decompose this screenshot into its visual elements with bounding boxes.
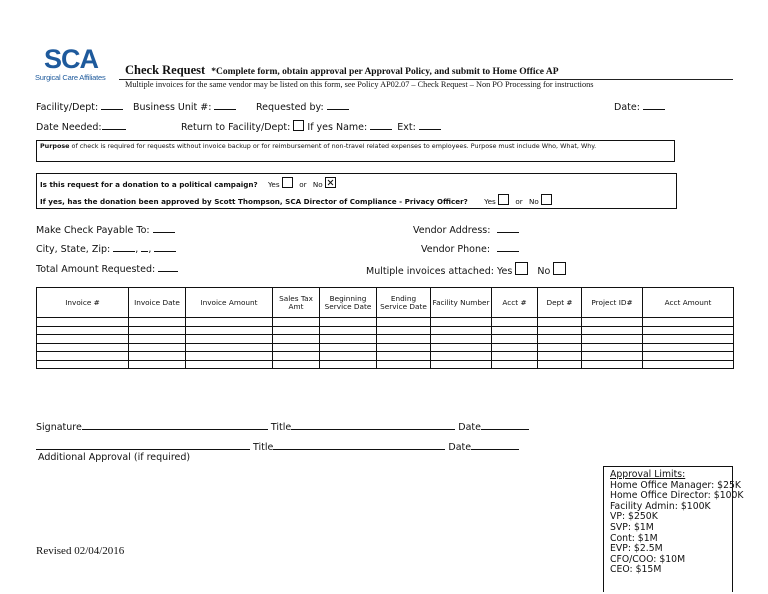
table-cell[interactable] bbox=[431, 352, 492, 361]
signature-input[interactable] bbox=[82, 420, 268, 430]
if-yes-name-input[interactable] bbox=[370, 120, 392, 130]
col-facility-number: Facility Number bbox=[431, 288, 492, 318]
csz-sep-1: , bbox=[135, 244, 139, 255]
table-cell[interactable] bbox=[643, 360, 734, 369]
title-text: Check Request bbox=[125, 63, 206, 77]
approval-or-label: or bbox=[515, 197, 523, 206]
table-cell[interactable] bbox=[538, 318, 582, 327]
table-cell[interactable] bbox=[186, 343, 273, 352]
table-cell[interactable] bbox=[186, 326, 273, 335]
vendor-address-input[interactable] bbox=[497, 223, 519, 233]
table-cell[interactable] bbox=[377, 352, 431, 361]
business-unit-input[interactable] bbox=[214, 100, 236, 110]
table-cell[interactable] bbox=[377, 318, 431, 327]
return-to-label: Return to Facility/Dept: bbox=[181, 122, 291, 133]
table-cell[interactable] bbox=[431, 335, 492, 344]
multiple-yes-checkbox[interactable] bbox=[515, 262, 528, 275]
table-cell[interactable] bbox=[320, 360, 377, 369]
return-to-field bbox=[181, 120, 441, 133]
table-cell[interactable] bbox=[643, 326, 734, 335]
payable-to-field bbox=[36, 223, 175, 236]
table-cell[interactable] bbox=[431, 343, 492, 352]
signature-title-input[interactable] bbox=[291, 420, 455, 430]
col-acct-amount: Acct Amount bbox=[643, 288, 734, 318]
table-cell[interactable] bbox=[37, 352, 129, 361]
table-cell[interactable] bbox=[538, 326, 582, 335]
zip-input[interactable] bbox=[154, 242, 176, 252]
date-needed-label: Date Needed: bbox=[36, 122, 102, 133]
limit-item: CFO/COO: $10M bbox=[610, 553, 686, 565]
table-cell[interactable] bbox=[37, 343, 129, 352]
business-unit-field bbox=[133, 100, 236, 113]
limit-item: EVP: $2.5M bbox=[610, 543, 663, 555]
donation-approval-question: If yes, has the donation been approved by Scott Thompson, SCA Director of Compliance - Privacy Officer? bbox=[40, 197, 468, 206]
vendor-phone-label: Vendor Phone: bbox=[421, 244, 491, 255]
additional-title-label: Title bbox=[253, 442, 274, 453]
additional-approval-label: Additional Approval (if required) bbox=[38, 452, 191, 463]
col-project-id: Project ID# bbox=[582, 288, 643, 318]
table-cell[interactable] bbox=[492, 360, 538, 369]
table-cell[interactable] bbox=[273, 335, 320, 344]
date-input[interactable] bbox=[643, 100, 665, 110]
table-cell[interactable] bbox=[643, 352, 734, 361]
approval-no-checkbox[interactable] bbox=[541, 194, 552, 205]
col-sales-tax: Sales Tax Amt bbox=[273, 288, 320, 318]
multiple-no-checkbox[interactable] bbox=[553, 262, 566, 275]
table-cell[interactable] bbox=[129, 318, 186, 327]
purpose-text: of check is required for requests without invoice backup or for reimbursement of non-travel related expenses to employees. Purpose must include Who, What, Why. bbox=[69, 142, 597, 150]
col-acct-number: Acct # bbox=[492, 288, 538, 318]
requested-by-field bbox=[256, 100, 349, 113]
limit-item: Home Office Director: $100K bbox=[610, 490, 744, 502]
table-cell[interactable] bbox=[643, 343, 734, 352]
table-cell[interactable] bbox=[582, 318, 643, 327]
table-cell[interactable] bbox=[377, 326, 431, 335]
table-row bbox=[37, 343, 734, 352]
col-invoice-amount: Invoice Amount bbox=[186, 288, 273, 318]
form-title bbox=[125, 63, 559, 78]
total-amount-label: Total Amount Requested: bbox=[36, 264, 156, 275]
table-cell[interactable] bbox=[186, 352, 273, 361]
table-cell[interactable] bbox=[186, 360, 273, 369]
table-cell[interactable] bbox=[273, 352, 320, 361]
date-needed-field bbox=[36, 120, 126, 133]
vendor-phone-input[interactable] bbox=[497, 242, 519, 252]
donation-approval-row bbox=[40, 194, 552, 206]
multiple-invoices-label: Multiple invoices attached: bbox=[366, 266, 494, 277]
signature-title-label: Title bbox=[270, 422, 292, 433]
approval-limits-title: Approval Limits: bbox=[610, 469, 686, 480]
signature-row bbox=[36, 420, 529, 433]
limit-item: Cont: $1M bbox=[610, 532, 658, 544]
table-cell[interactable] bbox=[492, 318, 538, 327]
table-cell[interactable] bbox=[186, 318, 273, 327]
signature-label: Signature bbox=[36, 422, 82, 433]
limit-item: VP: $250K bbox=[610, 511, 658, 523]
political-no-checkbox[interactable] bbox=[325, 177, 336, 188]
sca-logo: SCA bbox=[44, 44, 99, 74]
table-cell[interactable] bbox=[320, 335, 377, 344]
requested-by-input[interactable] bbox=[327, 100, 349, 110]
additional-date-label: Date bbox=[448, 442, 472, 453]
limit-item: SVP: $1M bbox=[610, 521, 654, 533]
multiple-invoices-field bbox=[366, 262, 566, 277]
if-yes-name-label: If yes Name: bbox=[307, 122, 368, 133]
table-cell[interactable] bbox=[582, 335, 643, 344]
political-no-label: No bbox=[312, 180, 323, 189]
table-row bbox=[37, 318, 734, 327]
table-cell[interactable] bbox=[582, 343, 643, 352]
city-state-zip-label: City, State, Zip: bbox=[36, 244, 111, 255]
col-invoice-date: Invoice Date bbox=[129, 288, 186, 318]
table-cell[interactable] bbox=[37, 335, 129, 344]
table-row bbox=[37, 360, 734, 369]
political-or-label: or bbox=[299, 180, 307, 189]
invoice-table bbox=[36, 287, 734, 369]
facility-dept-field bbox=[36, 100, 123, 113]
table-cell[interactable] bbox=[431, 318, 492, 327]
form-subtitle: Multiple invoices for the same vendor may be listed on this form, see Policy AP02.07 – Check Request – Non PO Processing for instructions bbox=[125, 80, 594, 89]
csz-sep-2: , bbox=[148, 244, 152, 255]
invoice-table-body bbox=[37, 318, 734, 369]
table-cell[interactable] bbox=[129, 352, 186, 361]
table-cell[interactable] bbox=[431, 360, 492, 369]
return-to-checkbox[interactable] bbox=[293, 120, 304, 131]
col-beginning-service-date: Beginning Service Date bbox=[320, 288, 377, 318]
signature-date-input[interactable] bbox=[481, 420, 529, 430]
table-cell[interactable] bbox=[320, 343, 377, 352]
table-cell[interactable] bbox=[538, 352, 582, 361]
additional-title-input[interactable] bbox=[273, 440, 445, 450]
date-field bbox=[614, 100, 665, 113]
revised-date: Revised 02/04/2016 bbox=[36, 545, 125, 557]
limit-item: Home Office Manager: $25K bbox=[610, 479, 742, 491]
table-row bbox=[37, 352, 734, 361]
ext-input[interactable] bbox=[419, 120, 441, 130]
limit-item: CEO: $15M bbox=[610, 564, 662, 576]
political-donation-row bbox=[40, 177, 336, 189]
vendor-address-label: Vendor Address: bbox=[413, 225, 491, 236]
facility-dept-input[interactable] bbox=[101, 100, 123, 110]
table-cell[interactable] bbox=[582, 352, 643, 361]
table-cell[interactable] bbox=[320, 318, 377, 327]
title-instruction: *Complete form, obtain approval per Approval Policy, and submit to Home Office AP bbox=[211, 67, 559, 77]
table-cell[interactable] bbox=[643, 318, 734, 327]
table-cell[interactable] bbox=[129, 326, 186, 335]
total-amount-field bbox=[36, 262, 178, 275]
table-cell[interactable] bbox=[582, 326, 643, 335]
table-cell[interactable] bbox=[273, 326, 320, 335]
business-unit-label: Business Unit #: bbox=[133, 102, 212, 113]
table-row bbox=[37, 326, 734, 335]
approval-limits-box bbox=[603, 466, 744, 592]
table-cell[interactable] bbox=[129, 335, 186, 344]
limit-item: Facility Admin: $100K bbox=[610, 500, 711, 512]
table-cell[interactable] bbox=[377, 335, 431, 344]
table-cell[interactable] bbox=[273, 360, 320, 369]
table-cell[interactable] bbox=[37, 360, 129, 369]
approval-no-label: No bbox=[529, 197, 539, 206]
approval-yes-label: Yes bbox=[484, 197, 496, 206]
table-cell[interactable] bbox=[129, 360, 186, 369]
col-ending-service-date: Ending Service Date bbox=[377, 288, 431, 318]
table-cell[interactable] bbox=[320, 352, 377, 361]
table-cell[interactable] bbox=[582, 360, 643, 369]
invoice-table-header bbox=[37, 288, 734, 318]
table-cell[interactable] bbox=[37, 318, 129, 327]
purpose-label: Purpose bbox=[40, 142, 70, 150]
date-needed-input[interactable] bbox=[102, 120, 126, 130]
additional-approval-input[interactable] bbox=[36, 440, 250, 450]
table-cell[interactable] bbox=[643, 335, 734, 344]
vendor-phone-field bbox=[421, 242, 519, 255]
col-dept-number: Dept # bbox=[538, 288, 582, 318]
additional-date-input[interactable] bbox=[471, 440, 519, 450]
table-cell[interactable] bbox=[129, 343, 186, 352]
table-cell[interactable] bbox=[492, 352, 538, 361]
table-cell[interactable] bbox=[492, 335, 538, 344]
table-cell[interactable] bbox=[538, 335, 582, 344]
purpose-box bbox=[36, 140, 675, 162]
table-cell[interactable] bbox=[37, 326, 129, 335]
date-label: Date: bbox=[614, 102, 640, 113]
city-state-zip-field bbox=[36, 242, 176, 255]
multiple-yes-label: Yes bbox=[496, 266, 513, 277]
table-cell[interactable] bbox=[186, 335, 273, 344]
facility-dept-label: Facility/Dept: bbox=[36, 102, 99, 113]
table-cell[interactable] bbox=[377, 360, 431, 369]
multiple-no-label: No bbox=[537, 266, 551, 277]
table-cell[interactable] bbox=[273, 318, 320, 327]
table-cell[interactable] bbox=[492, 343, 538, 352]
col-invoice-number: Invoice # bbox=[37, 288, 129, 318]
requested-by-label: Requested by: bbox=[256, 102, 324, 113]
table-cell[interactable] bbox=[377, 343, 431, 352]
total-amount-input[interactable] bbox=[158, 262, 178, 272]
table-cell[interactable] bbox=[538, 343, 582, 352]
table-cell[interactable] bbox=[431, 326, 492, 335]
payable-to-input[interactable] bbox=[153, 223, 175, 233]
payable-to-label: Make Check Payable To: bbox=[36, 225, 150, 236]
table-row bbox=[37, 335, 734, 344]
ext-label: Ext: bbox=[397, 122, 416, 133]
table-cell[interactable] bbox=[492, 326, 538, 335]
political-yes-checkbox[interactable] bbox=[282, 177, 293, 188]
table-cell[interactable] bbox=[538, 360, 582, 369]
table-cell[interactable] bbox=[273, 343, 320, 352]
logo-subtext: Surgical Care Affiliates bbox=[35, 73, 106, 82]
political-donation-question: Is this request for a donation to a political campaign? bbox=[40, 180, 258, 189]
approval-yes-checkbox[interactable] bbox=[498, 194, 509, 205]
political-yes-label: Yes bbox=[268, 180, 280, 189]
vendor-address-field bbox=[413, 223, 519, 236]
city-input[interactable] bbox=[113, 242, 135, 252]
table-cell[interactable] bbox=[320, 326, 377, 335]
signature-date-label: Date bbox=[458, 422, 481, 433]
